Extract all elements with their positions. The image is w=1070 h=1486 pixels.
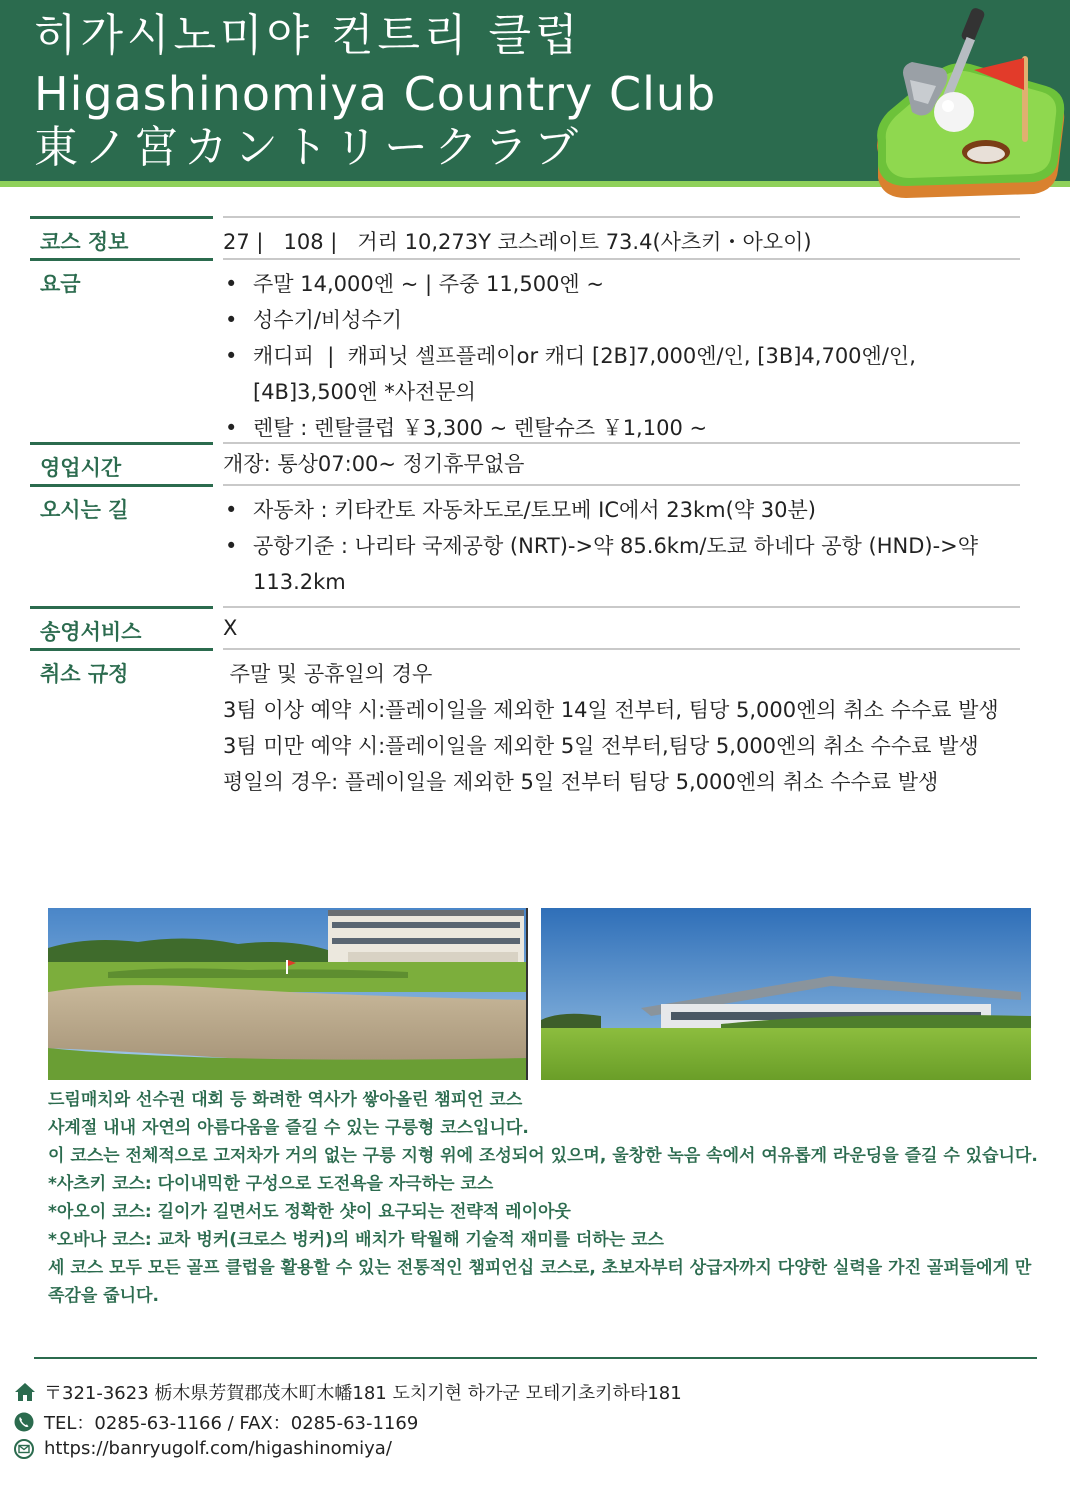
footer-divider — [34, 1357, 1037, 1359]
access-item: • 자동차 : 키타칸토 자동차도로/토모베 IC에서 23km(약 30분) — [223, 492, 1020, 528]
address-text: 〒321-3623 栃木県芳賀郡茂木町木幡181 도치기현 하가군 모테기초키하타181 — [44, 1382, 682, 1404]
title-korean: 히가시노미야 컨트리 클럽 — [34, 10, 582, 61]
course-photos — [48, 908, 1031, 1080]
label-shuttle: 송영서비스 — [30, 606, 213, 648]
golf-club-flag-icon — [866, 2, 1070, 212]
fee-item: • 캐디피 | 캐피닛 셀프플레이or 캐디 [2B]7,000엔/인, [3B]4,700엔/인, [4B]3,500엔 *사전문의 — [223, 338, 1020, 410]
label-course-info: 코스 정보 — [30, 216, 213, 258]
mail-icon — [14, 1438, 40, 1460]
label-fee: 요금 — [30, 258, 213, 442]
header-banner — [0, 0, 1070, 187]
description-line: 세 코스 모두 모든 골프 클럽을 활용할 수 있는 전통적인 챔피언십 코스로, 초보자부터 상급자까지 다양한 실력을 가진 골퍼들에게 만족감을 줍니다. — [48, 1258, 1032, 1306]
title-japanese: 東ノ宮カントリークラブ — [34, 122, 584, 173]
row-hours — [30, 442, 1020, 484]
cancel-line: 주말 및 공휴일의 경우 — [223, 662, 433, 686]
description-line: *오바나 코스: 교차 벙커(크로스 벙커)의 배치가 탁월해 기술적 재미를 더하는 코스 — [48, 1230, 664, 1250]
photo-clubhouse-fairway — [541, 908, 1031, 1080]
row-shuttle — [30, 606, 1020, 648]
phone-icon — [14, 1411, 40, 1433]
value-shuttle: X — [223, 606, 1020, 648]
description-line: *사츠키 코스: 다이내믹한 구성으로 도전욕을 자극하는 코스 — [48, 1174, 494, 1194]
value-access — [223, 484, 1020, 606]
cancel-line: 3팀 이상 예약 시:플레이일을 제외한 14일 전부터, 팀당 5,000엔의 취소 수수료 발생 — [223, 698, 999, 722]
fee-item: • 성수기/비성수기 — [223, 302, 1020, 338]
access-item: • 공항기준 : 나리타 국제공항 (NRT)->약 85.6km/도쿄 하네다 공항 (HND)->약 113.2km — [223, 528, 1020, 600]
row-course-info — [30, 216, 1020, 258]
value-hours: 개장: 통상07:00~ 정기휴무없음 — [223, 442, 1020, 484]
address-line — [14, 1378, 1054, 1405]
cancel-line: 평일의 경우: 플레이일을 제외한 5일 전부터 팀당 5,000엔의 취소 수수료 발생 — [223, 770, 939, 794]
label-hours: 영업시간 — [30, 442, 213, 484]
row-access — [30, 484, 1020, 606]
label-access: 오시는 길 — [30, 484, 213, 606]
fee-item: • 주말 14,000엔 ~ | 주중 11,500엔 ~ — [223, 266, 1020, 302]
row-cancel-policy — [30, 648, 1020, 898]
photo-bunker-clubhouse — [48, 908, 528, 1080]
value-fee — [223, 258, 1020, 442]
url-line — [14, 1435, 1054, 1462]
phone-line — [14, 1408, 1054, 1435]
description-line: 이 코스는 전체적으로 고저차가 거의 없는 구릉 지형 위에 조성되어 있으며, 울창한 녹음 속에서 여유롭게 라운딩을 즐길 수 있습니다. — [48, 1146, 1038, 1166]
description-line: *아오이 코스: 길이가 길면서도 정확한 샷이 요구되는 전략적 레이아웃 — [48, 1202, 571, 1222]
contact-info — [14, 1378, 1054, 1462]
value-cancel-policy — [223, 648, 1020, 898]
cancel-line: 3팀 미만 예약 시:플레이일을 제외한 5일 전부터,팀당 5,000엔의 취소 수수료 발생 — [223, 734, 979, 758]
fee-item: • 렌탈 : 렌탈클럽 ￥3,300 ~ 렌탈슈즈 ￥1,100 ~ — [223, 410, 1020, 446]
course-info-table — [30, 216, 1020, 898]
home-icon — [14, 1381, 40, 1403]
description-line: 사계절 내내 자연의 아름다움을 즐길 수 있는 구릉형 코스입니다. — [48, 1118, 529, 1138]
row-fee — [30, 258, 1020, 442]
website-link[interactable]: https://banryugolf.com/higashinomiya/ — [44, 1438, 392, 1459]
title-english: Higashinomiya Country Club — [34, 67, 717, 121]
course-description — [48, 1086, 1038, 1310]
label-cancel-policy: 취소 규정 — [30, 648, 213, 898]
value-course-info: 27 | 108 | 거리 10,273Y 코스레이트 73.4(사츠키・아오이) — [223, 216, 1020, 258]
description-line: 드림매치와 선수권 대회 등 화려한 역사가 쌓아올린 챔피언 코스 — [48, 1090, 523, 1110]
phone-text: TEL：0285-63-1166 / FAX：0285-63-1169 — [44, 1412, 419, 1434]
